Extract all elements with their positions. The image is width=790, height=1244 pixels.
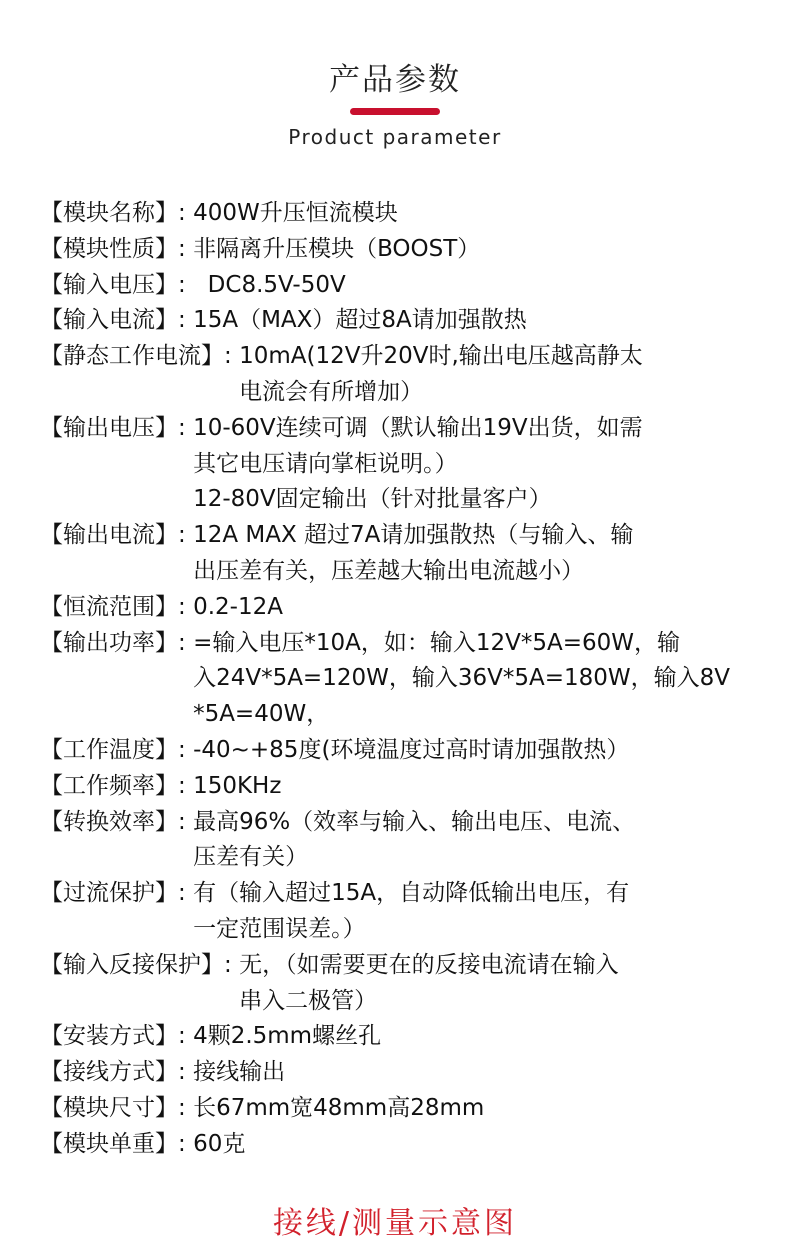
spec-row bbox=[40, 876, 760, 948]
spec-colon: : bbox=[178, 307, 194, 334]
spec-value-line: *5A=40W， bbox=[193, 701, 330, 728]
spec-row bbox=[40, 1091, 760, 1127]
spec-colon: : bbox=[178, 235, 194, 262]
spec-value-line: 压差有关） bbox=[193, 844, 309, 871]
spec-value-line: 400W升压恒流模块 bbox=[193, 200, 398, 226]
spec-value-line: 串入二极管） bbox=[239, 987, 378, 1014]
spec-value bbox=[193, 626, 730, 733]
spec-row bbox=[40, 518, 760, 590]
spec-row bbox=[40, 1055, 760, 1091]
spec-value bbox=[193, 805, 635, 877]
spec-value-line: 最高96%（效率与输入、输出电压、电流、 bbox=[193, 808, 636, 835]
spec-label: 【输出电流】 bbox=[40, 522, 178, 549]
spec-value bbox=[193, 411, 643, 518]
spec-value bbox=[193, 590, 283, 626]
spec-value-line: 0.2-12A bbox=[193, 593, 283, 620]
spec-value-line: =输入电压*10A，如：输入12V*5A=60W，输 bbox=[193, 629, 680, 656]
spec-label: 【模块性质】 bbox=[40, 235, 178, 262]
spec-colon: : bbox=[178, 414, 194, 441]
spec-value bbox=[193, 303, 527, 339]
spec-value bbox=[239, 948, 619, 1020]
spec-label: 【接线方式】 bbox=[40, 1059, 178, 1086]
spec-row bbox=[40, 268, 760, 304]
spec-colon: : bbox=[178, 271, 194, 298]
spec-value-line: DC8.5V-50V bbox=[193, 271, 346, 298]
spec-colon: : bbox=[178, 1094, 194, 1121]
spec-colon: : bbox=[224, 951, 240, 978]
page-title: 产品参数 bbox=[329, 62, 461, 98]
spec-colon: : bbox=[178, 593, 194, 620]
spec-row bbox=[40, 196, 760, 232]
spec-colon: : bbox=[178, 1130, 194, 1157]
spec-colon: : bbox=[178, 522, 194, 549]
section-header bbox=[0, 58, 790, 149]
spec-label: 【模块单重】 bbox=[40, 1130, 178, 1157]
spec-label: 【工作频率】 bbox=[40, 772, 178, 799]
spec-label: 【输出电压】 bbox=[40, 414, 178, 441]
spec-label: 【输入电压】 bbox=[40, 271, 178, 298]
spec-value-line: 一定范围误差。） bbox=[193, 915, 366, 942]
spec-colon: : bbox=[178, 629, 194, 656]
spec-colon: : bbox=[178, 1023, 194, 1050]
spec-colon: : bbox=[178, 880, 194, 907]
spec-label: 【过流保护】 bbox=[40, 880, 178, 907]
spec-value-line: 其它电压请向掌柜说明。） bbox=[193, 450, 458, 477]
spec-row bbox=[40, 948, 760, 1020]
spec-value bbox=[193, 1019, 381, 1055]
spec-value bbox=[239, 339, 643, 411]
spec-label: 【输出功率】 bbox=[40, 629, 178, 656]
spec-value-line: 有（输入超过15A，自动降低输出电压，有 bbox=[193, 880, 630, 907]
spec-value-line: 12A MAX 超过7A请加强散热（与输入、输 bbox=[193, 522, 634, 549]
spec-label: 【转换效率】 bbox=[40, 808, 178, 835]
spec-value bbox=[193, 1055, 285, 1091]
spec-value-line: 15A（MAX）超过8A请加强散热 bbox=[193, 307, 527, 334]
spec-label: 【静态工作电流】 bbox=[40, 343, 224, 370]
spec-list bbox=[40, 196, 760, 1163]
spec-row bbox=[40, 1127, 760, 1163]
spec-value bbox=[193, 518, 633, 590]
spec-value-line: 非隔离升压模块（BOOST） bbox=[193, 235, 481, 262]
spec-label: 【恒流范围】 bbox=[40, 593, 178, 620]
spec-label: 【输入反接保护】 bbox=[40, 951, 224, 978]
page-subtitle: Product parameter bbox=[288, 125, 502, 149]
next-section-title: 接线/测量示意图 bbox=[272, 1206, 518, 1241]
spec-value-line: 出压差有关，压差越大输出电流越小） bbox=[193, 557, 585, 584]
spec-value-line: 12-80V固定输出（针对批量客户） bbox=[193, 486, 552, 513]
spec-row bbox=[40, 769, 760, 805]
spec-value-line: 150KHz bbox=[193, 772, 282, 799]
spec-row bbox=[40, 303, 760, 339]
spec-value bbox=[193, 232, 480, 268]
spec-value-line: 60克 bbox=[193, 1130, 246, 1157]
spec-colon: : bbox=[224, 343, 240, 370]
spec-value bbox=[193, 196, 398, 232]
spec-row bbox=[40, 626, 760, 733]
spec-label: 【安装方式】 bbox=[40, 1023, 178, 1050]
spec-colon: : bbox=[178, 200, 194, 226]
title-underline bbox=[350, 108, 440, 115]
spec-row bbox=[40, 805, 760, 877]
spec-row bbox=[40, 590, 760, 626]
spec-value bbox=[193, 1091, 484, 1127]
spec-label: 【工作温度】 bbox=[40, 736, 178, 763]
spec-value bbox=[193, 733, 629, 769]
spec-value bbox=[193, 1127, 245, 1163]
spec-value-line: -40~+85度(环境温度过高时请加强散热） bbox=[193, 736, 630, 763]
spec-value-line: 长67mm宽48mm高28mm bbox=[193, 1094, 485, 1121]
spec-label: 【输入电流】 bbox=[40, 307, 178, 334]
spec-value-line: 接线输出 bbox=[193, 1059, 286, 1086]
spec-value bbox=[193, 769, 281, 805]
spec-colon: : bbox=[178, 772, 194, 799]
spec-value-line: 入24V*5A=120W，输入36V*5A=180W，输入8V bbox=[193, 665, 730, 692]
spec-value bbox=[193, 876, 629, 948]
spec-row bbox=[40, 733, 760, 769]
spec-row bbox=[40, 339, 760, 411]
spec-value-line: 10mA(12V升20V时,输出电压越高静太 bbox=[239, 343, 643, 370]
spec-label: 【模块名称】 bbox=[40, 200, 178, 226]
spec-value bbox=[193, 268, 346, 304]
spec-row bbox=[40, 232, 760, 268]
spec-value-line: 4颗2.5mm螺丝孔 bbox=[193, 1023, 382, 1050]
spec-value-line: 无，（如需要更在的反接电流请在输入 bbox=[239, 951, 619, 978]
spec-colon: : bbox=[178, 736, 194, 763]
spec-value-line: 电流会有所增加） bbox=[239, 378, 424, 405]
spec-colon: : bbox=[178, 1059, 194, 1086]
spec-row bbox=[40, 411, 760, 518]
spec-value-line: 10-60V连续可调（默认输出19V出货，如需 bbox=[193, 414, 643, 441]
spec-row bbox=[40, 1019, 760, 1055]
spec-label: 【模块尺寸】 bbox=[40, 1094, 178, 1121]
spec-colon: : bbox=[178, 808, 194, 835]
